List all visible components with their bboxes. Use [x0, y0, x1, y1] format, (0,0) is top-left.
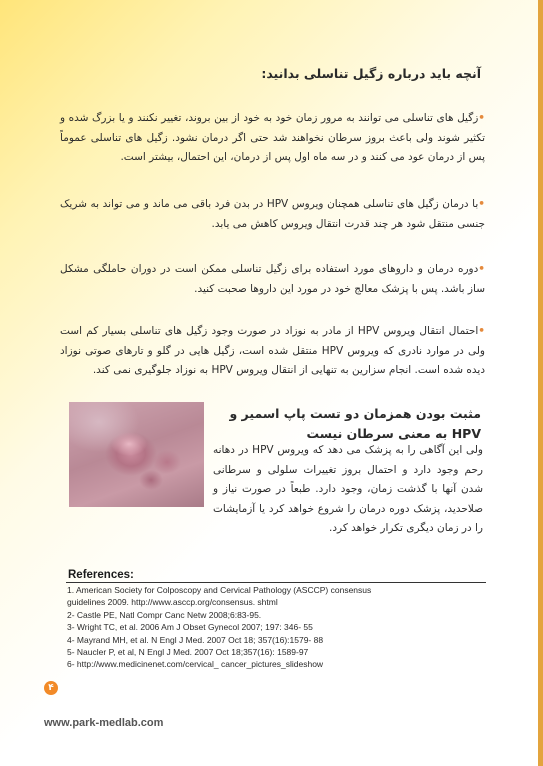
reference-item: 2- Castle PE, Natl Compr Canc Netw 2008;6:83-95. — [67, 609, 262, 620]
page-number-badge: ۴ — [44, 681, 58, 695]
section-heading: آنچه باید درباره زگیل تناسلی بدانید: — [261, 66, 481, 81]
paragraph-1 — [60, 109, 485, 168]
bullet-icon: • — [478, 198, 485, 210]
paragraph-4 — [60, 322, 485, 381]
references-title: References: — [68, 569, 134, 581]
reference-item: 4- Mayrand MH, et al. N Engl J Med. 2007 Oct 18; 357(16):1579- 88 — [67, 634, 324, 645]
page-spine-stripe — [538, 0, 543, 766]
reference-item: 1. American Society for Colposcopy and Cervical Pathology (ASCCP) consensus — [67, 585, 372, 595]
paragraph-3-text: دوره درمان و داروهای مورد استفاده برای زگیل تناسلی ممکن است در دوران حاملگی مشکل ساز باشد. پس با پزشک معالج خود در مورد این داروها صحبت کنید. — [60, 263, 485, 295]
sub-heading: مثبت بودن همزمان دو تست پاپ اسمیر و HPV به معنی سرطان نیست — [229, 406, 481, 441]
bullet-icon: • — [478, 263, 485, 275]
reference-item: 5- Naucler P, et al, N Engl J Med. 2007 Oct 18;357(16): 1589-97 — [67, 647, 309, 658]
wart-photo — [69, 402, 204, 507]
bullet-icon: • — [478, 112, 485, 124]
sub-paragraph: ولی این آگاهی را به پزشک می دهد که ویروس HPV در دهانه رحم وجود دارد و احتمال بروز تغییرات سلولی و سرطانی شدن آنها با گذشت زمان، وجود دارد. طبعاً در صورت نیاز و صلاحدید، پزشک دوره درمان را شروع خواهد کرد یا آزمایشات را در زمان دیگری تکرار خواهد کرد. — [213, 444, 483, 534]
references-list — [67, 584, 487, 671]
paragraph-1-text: زگیل های تناسلی می توانند به مرور زمان خود به خود از بین بروند، تغییر نکنند و یا بزرگ شده و تکثیر شوند ولی باعث بروز سرطان نخواهند شد حتی اگر درمان نشود. زگیل های تناسلی عموماً پس از درمان عود می کنند و در سه ماه اول پس از درمان، این احتمال، بیشتر است. — [60, 112, 485, 163]
website-url: www.park-medlab.com — [44, 717, 164, 729]
paragraph-2 — [60, 195, 485, 234]
reference-item: 6- http://www.medicinenet.com/cervical_ cancer_pictures_slideshow — [67, 659, 324, 670]
references-divider — [66, 582, 486, 583]
bullet-icon: • — [478, 325, 485, 337]
reference-item: 3- Wright TC, et al. 2006 Am J Obset Gynecol 2007; 197: 346- 55 — [67, 622, 313, 633]
reference-item: guidelines 2009. http://www.asccp.org/consensus. shtml — [67, 597, 278, 608]
paragraph-2-text: با درمان زگیل های تناسلی همچنان ویروس HPV در بدن فرد باقی می ماند و می تواند به شریک جنسی منتقل شود هر چند قدرت انتقال ویروس کاهش می یابد. — [60, 198, 485, 230]
paragraph-4-text: احتمال انتقال ویروس HPV از مادر به نوزاد در صورت وجود زگیل های تناسلی بسیار کم است ولی در موارد نادری که ویروس HPV منتقل شده است، زگیل هایی در گلو و تارهای صوتی نوزاد دیده شده است. انجام سزارین به تنهایی از انتقال ویروس HPV به نوزاد جلوگیری نمی کند. — [60, 325, 485, 376]
paragraph-3 — [60, 260, 485, 299]
